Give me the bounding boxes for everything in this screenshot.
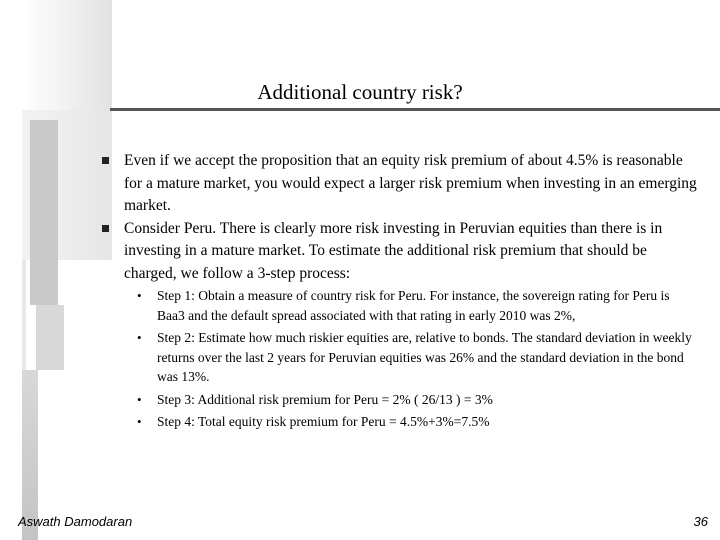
title-underline [110, 108, 720, 111]
main-bullet-list [100, 150, 700, 285]
step-text: Step 3: Additional risk premium for Peru = 2% ( 26/13 ) = 3% [157, 391, 493, 407]
step-item [135, 412, 700, 432]
step-item [135, 328, 700, 387]
dot-bullet-icon: • [137, 414, 142, 429]
step-text: Step 4: Total equity risk premium for Peru = 4.5%+3%=7.5% [157, 414, 490, 429]
step-text: Step 1: Obtain a measure of country risk for Peru. For instance, the sovereign rating for Peru is Baa3 and the default spread associated with that rating in early 2010 was 2%, [157, 288, 670, 323]
bullet-item [100, 150, 700, 218]
square-bullet-icon [102, 225, 109, 232]
bullet-text: Consider Peru. There is clearly more risk investing in Peruvian equities than there is in investing in a mature market. To estimate the additional risk premium that should be charged, we follow a 3-step process: [124, 219, 663, 282]
step-item [135, 390, 700, 410]
dot-bullet-icon: • [137, 288, 142, 303]
background-decoration-block [36, 305, 64, 370]
step-list [135, 286, 700, 435]
step-item [135, 286, 700, 325]
background-decoration-top [22, 0, 112, 110]
step-text: Step 2: Estimate how much riskier equities are, relative to bonds. The standard deviation in weekly returns over the last 2 years for Peruvian equities was 26% and the standard deviation in the bond was 13%. [157, 330, 692, 384]
background-decoration-bar [30, 120, 58, 305]
footer-author: Aswath Damodaran [18, 514, 133, 529]
dot-bullet-icon: • [137, 391, 142, 407]
dot-bullet-icon: • [137, 330, 142, 345]
square-bullet-icon [102, 157, 109, 164]
bullet-text: Even if we accept the proposition that an equity risk premium of about 4.5% is reasonable for a mature market, you would expect a larger risk premium when investing in an emerging market. [124, 152, 697, 214]
bullet-item [100, 218, 700, 286]
page-number: 36 [693, 514, 708, 529]
slide-title: Additional country risk? [257, 80, 463, 104]
